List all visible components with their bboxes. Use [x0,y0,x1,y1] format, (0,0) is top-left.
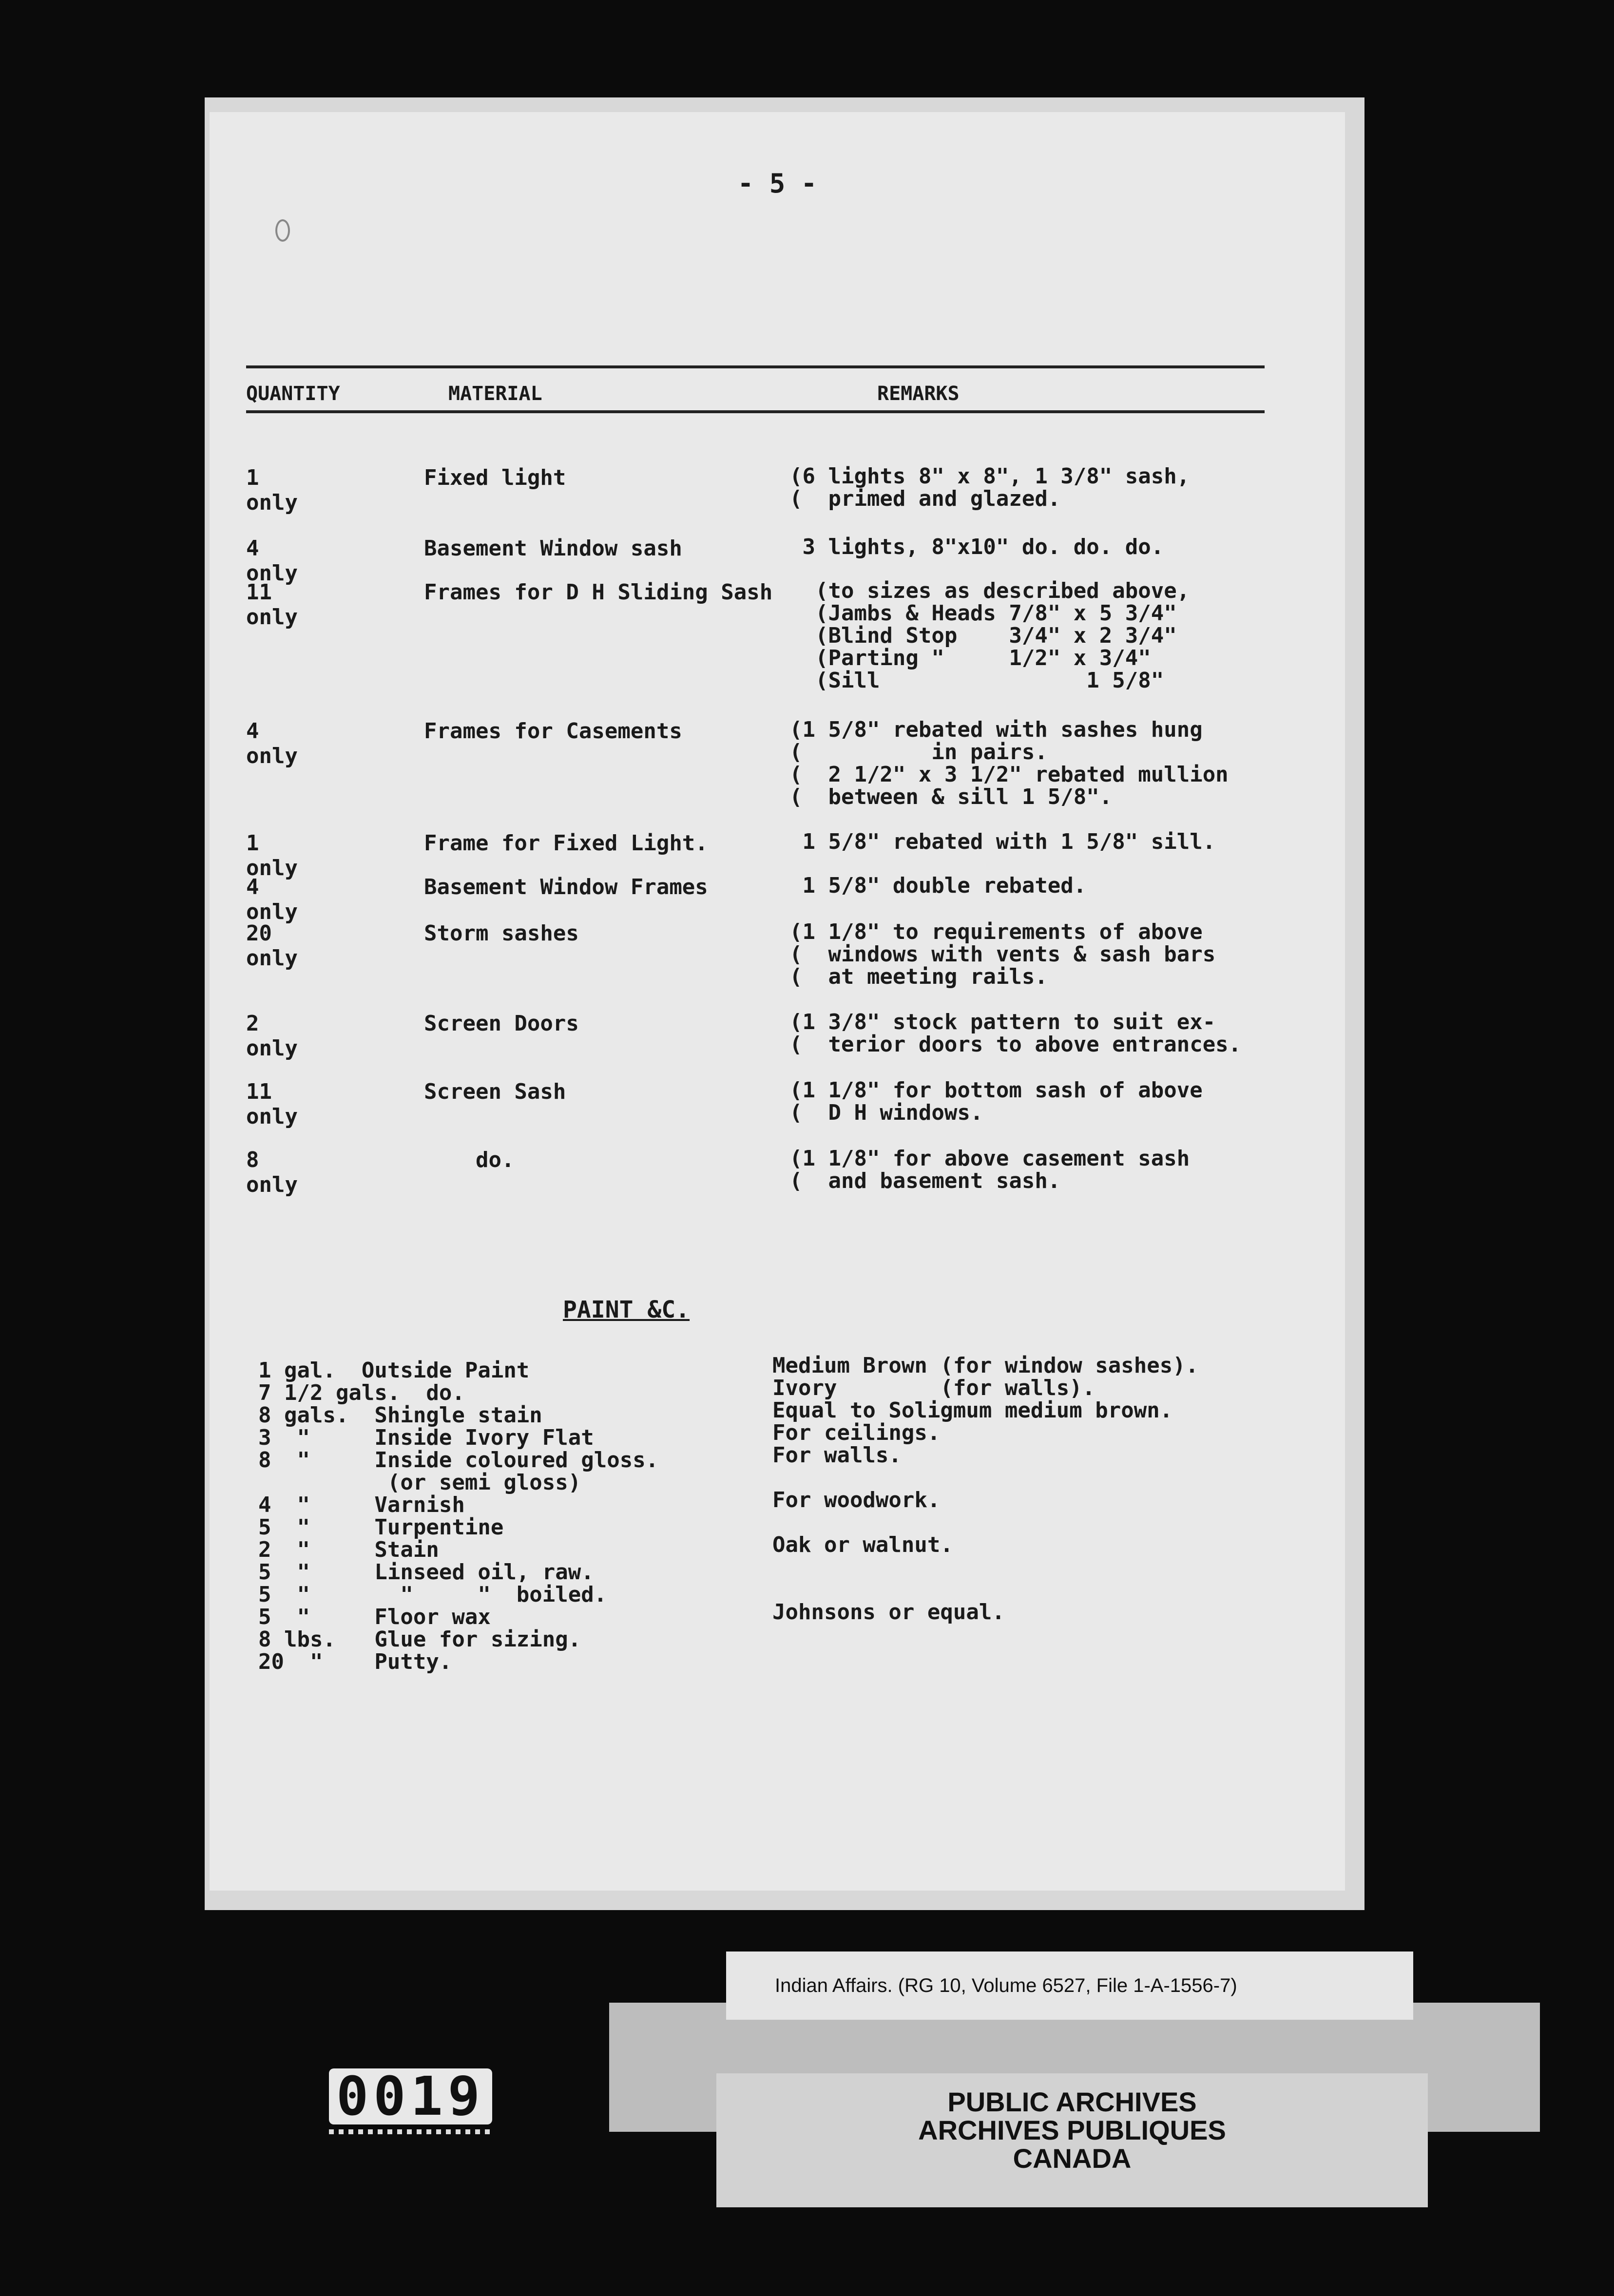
item-remarks: 1 5/8" double rebated. [789,873,1087,898]
item-remarks: (1 1/8" to requirements of above ( windows with vents & sash bars ( at meeting rails. [789,919,1216,989]
item-quantity: 20 only [246,921,298,971]
item-material: Fixed light [424,465,566,490]
header-rule-bottom [246,410,1265,413]
item-remarks: 1 5/8" rebated with 1 5/8" sill. [789,829,1216,854]
citation-text: Indian Affairs. (RG 10, Volume 6527, File 1-A-1556-7) [775,1975,1237,1996]
item-material: Basement Window sash [424,536,682,561]
item-remarks: (to sizes as described above, (Jambs & Heads 7/8" x 5 3/4" (Blind Stop 3/4" x 2 3/4" (Parting " 1/2" x 3/4" (Sill 1 5/8" [815,578,1190,693]
archives-stamp-label [716,2073,1428,2207]
item-quantity: 2 only [246,1011,298,1061]
item-remarks: (1 1/8" for bottom sash of above ( D H windows. [789,1078,1203,1125]
document-page [210,112,1345,1891]
paint-section-title: PAINT &C. [563,1296,690,1323]
stamp-line-1: PUBLIC ARCHIVES [947,2086,1197,2117]
item-material: Frames for Casements [424,719,682,744]
item-quantity: 1 only [246,465,298,515]
item-quantity: 11 only [246,1079,298,1129]
item-quantity: 11 only [246,580,298,630]
item-material: Basement Window Frames [424,875,708,899]
item-material: Screen Doors [424,1011,579,1036]
item-remarks: 3 lights, 8"x10" do. do. do. [789,535,1164,559]
column-header-remarks: REMARKS [877,383,960,405]
item-quantity: 8 only [246,1148,298,1197]
item-remarks: (1 5/8" rebated with sashes hung ( in pairs. ( 2 1/2" x 3 1/2" rebated mullion ( between & sill 1 5/8". [789,717,1229,809]
column-header-material: MATERIAL [448,383,542,405]
item-remarks: (1 1/8" for above casement sash ( and basement sash. [789,1146,1190,1193]
film-sprocket-marks [329,2129,492,2134]
paint-remarks: Medium Brown (for window sashes). Ivory (for walls). Equal to Soligmum medium brown. For ceilings. For walls. For woodwork. Oak or walnut. Johnsons or equal. [772,1353,1199,1625]
item-material: do. [424,1148,515,1172]
page-number: - 5 - [737,168,817,199]
item-remarks: (6 lights 8" x 8", 1 3/8" sash, ( primed and glazed. [789,464,1190,511]
frame-counter: 0019 [329,2068,492,2124]
item-material: Screen Sash [424,1079,566,1104]
item-material: Frame for Fixed Light. [424,831,708,856]
paint-quantities-materials: 1 gal. Outside Paint 7 1/2 gals. do. 8 gals. Shingle stain 3 " Inside Ivory Flat 8 " Inside coloured gloss. (or semi gloss) 4 " Varnish 5 " Turpentine 2 " Stain 5 " Linseed oil, raw. 5 " " " boiled. 5 " Floor wax 8 lbs. Glue for sizing. 20 " Putty. [258,1358,659,1674]
item-quantity: 4 only [246,875,298,924]
punch-hole [275,219,290,242]
item-quantity: 4 only [246,536,298,586]
item-quantity: 1 only [246,831,298,880]
item-quantity: 4 only [246,719,298,768]
item-remarks: (1 3/8" stock pattern to suit ex- ( terior doors to above entrances. [789,1010,1242,1057]
item-material: Frames for D H Sliding Sash [424,580,773,605]
stamp-line-2: ARCHIVES PUBLIQUES [918,2115,1226,2145]
item-material: Storm sashes [424,921,579,946]
stamp-line-3: CANADA [1013,2143,1132,2174]
citation-label [726,1952,1413,2020]
header-rule-top [246,365,1265,368]
column-header-quantity: QUANTITY [246,383,340,405]
